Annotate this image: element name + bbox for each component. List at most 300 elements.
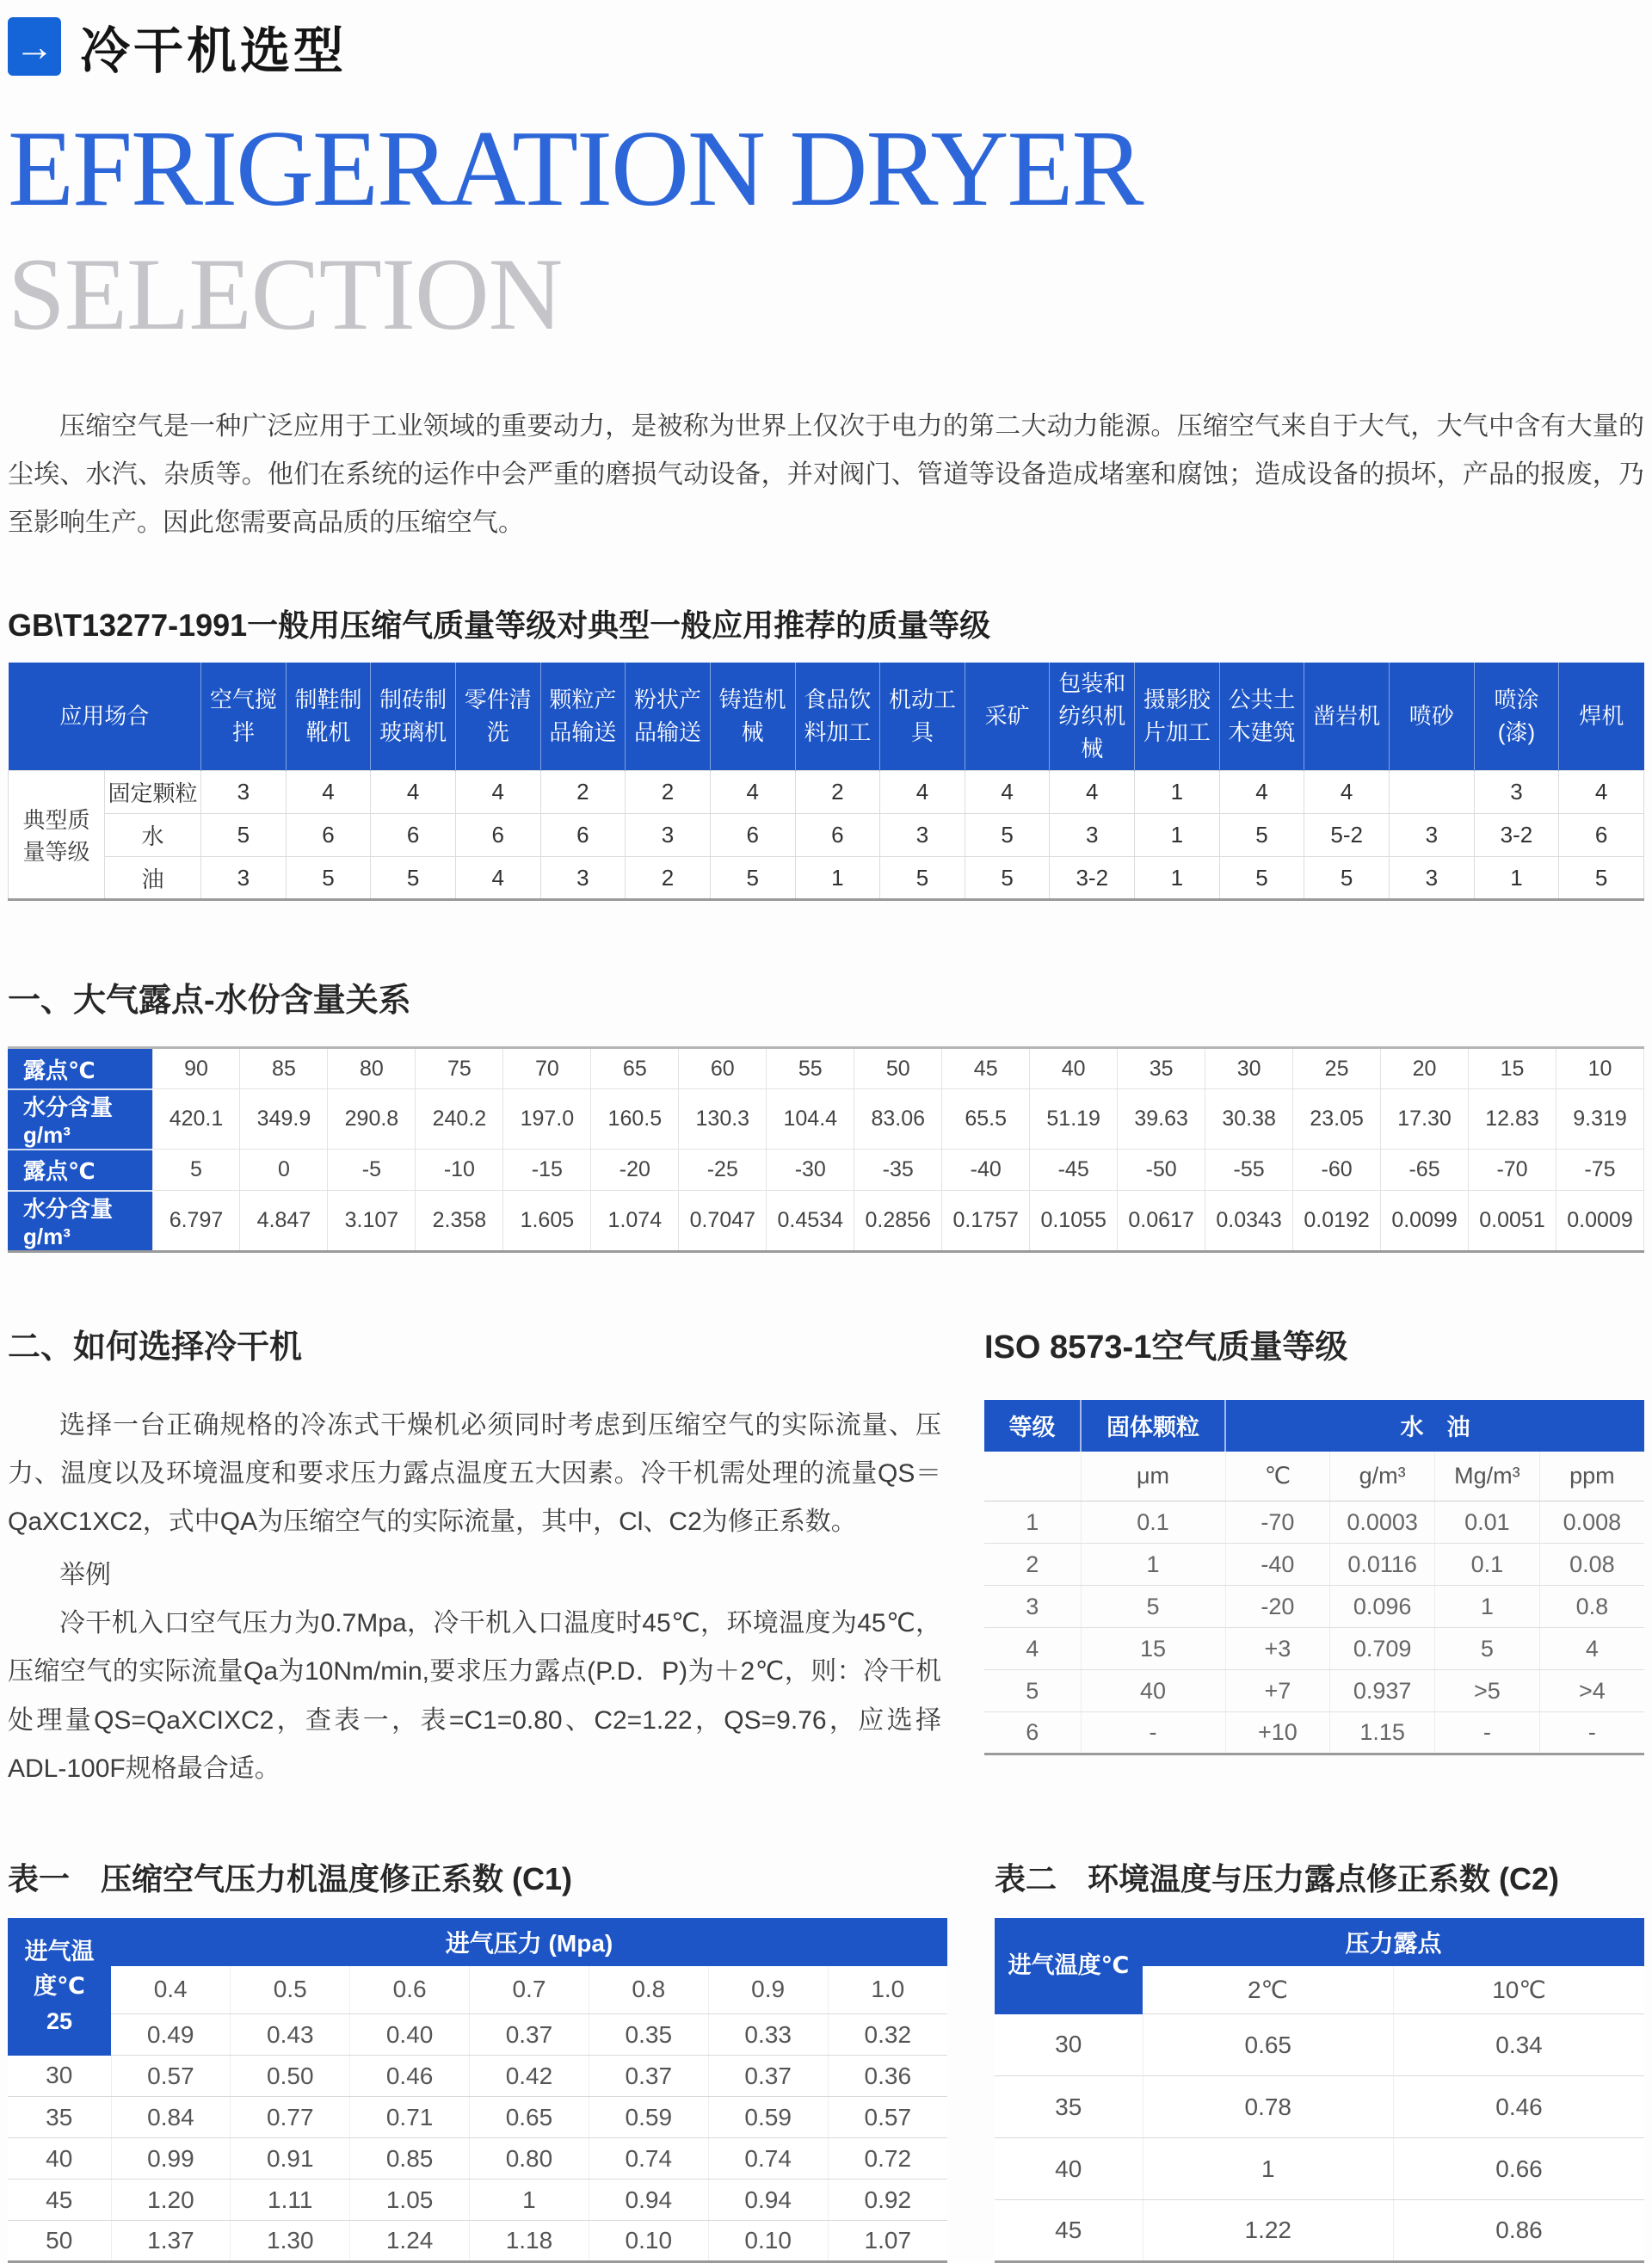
grade-cell: 4 [1559, 771, 1644, 814]
value-cell: -70 [1225, 1501, 1330, 1544]
corner-header: 进气温度℃ [995, 1918, 1143, 2014]
table-header-row [984, 1400, 1644, 1452]
grade-cell: 2 [540, 771, 626, 814]
value-cell: 0.008 [1539, 1501, 1644, 1544]
example-paragraph: 冷干机入口空气压力为0.7Mpa，冷干机入口温度时45℃，环境温度为45℃，压缩空气的实际流量Qa为10Nm/min,要求压力露点(P.D．P)为＋2℃，则：冷干机处理量QS=QaXCIXC2，查表一，表=C1=0.80、C2=1.22，QS=9.76，应选择ADL-100F规格最合适。 [8, 1609, 941, 1783]
temp-cell: 30 [8, 2056, 111, 2097]
table-header-row [995, 1918, 1644, 1966]
temp-cell: 40 [8, 2138, 111, 2180]
value-cell: 0.0192 [1293, 1191, 1381, 1252]
table-row [8, 2097, 947, 2138]
value-cell: 0.1 [1081, 1501, 1225, 1544]
value-cell: 35 [1118, 1048, 1205, 1089]
grade-cell: 4 [965, 771, 1050, 814]
title-en-primary: EFRIGERATION DRYER [8, 109, 1143, 229]
factor-cell: 0.94 [708, 2180, 828, 2221]
iso-table-title: ISO 8573-1空气质量等级 [984, 1329, 1348, 1366]
value-cell: 6 [984, 1712, 1081, 1754]
row-label: 露点℃ [8, 1048, 152, 1089]
page-title: 冷干机选型 [80, 23, 348, 79]
value-cell: 3.107 [328, 1191, 416, 1252]
column-header: 零件清洗 [455, 663, 540, 771]
temp-cell: 40 [995, 2138, 1143, 2200]
temp-cell: 35 [8, 2097, 111, 2138]
value-cell: 10 [1556, 1048, 1644, 1089]
value-cell: 2.358 [416, 1191, 503, 1252]
factor-cell: 0.72 [828, 2138, 947, 2180]
pressure-cell: 0.6 [350, 1966, 470, 2014]
unit-cell: ℃ [1225, 1452, 1330, 1501]
factor-cell: 1.05 [350, 2180, 470, 2221]
grade-cell: 5 [286, 857, 371, 900]
value-cell: 0.1 [1435, 1544, 1540, 1586]
unit-cell: μm [1081, 1452, 1225, 1501]
column-header: 包装和纺织机械 [1050, 663, 1135, 771]
grade-cell: 3 [1474, 771, 1559, 814]
value-cell: 40 [1030, 1048, 1118, 1089]
value-cell: 420.1 [152, 1089, 240, 1150]
pressure-cell: 0.8 [589, 1966, 708, 2014]
value-cell: 1.15 [1330, 1712, 1435, 1754]
temp-cell: 50 [8, 2221, 111, 2262]
table-row [8, 2180, 947, 2221]
factor-cell: 0.66 [1394, 2138, 1645, 2200]
column-header: 摄影胶片加工 [1135, 663, 1220, 771]
unit-cell: Mg/m³ [1435, 1452, 1540, 1501]
value-cell: -40 [1225, 1544, 1330, 1586]
selection-paragraph: 选择一台正确规格的冷冻式干燥机必须同时考虑到压缩空气的实际流量、压力、温度以及环境温度和要求压力露点温度五大因素。冷干机需处理的流量QS＝QaXC1XC2，式中QA为压缩空气的实际流量，其中，Cl、C2为修正系数。 [8, 1410, 941, 1537]
table-row [8, 2056, 947, 2097]
table-row [8, 2014, 947, 2056]
factor-cell: 0.91 [231, 2138, 350, 2180]
row-label: 水 [105, 814, 201, 857]
value-cell: - [1539, 1712, 1644, 1754]
grade-cell: 5 [1219, 814, 1304, 857]
value-cell: -15 [503, 1150, 591, 1191]
value-cell: 5 [1081, 1586, 1225, 1628]
column-group-header: 压力露点 [1143, 1918, 1644, 1966]
c2-section [995, 1855, 1644, 2263]
factor-cell: 0.10 [589, 2221, 708, 2262]
corner-line2: 25 [46, 2007, 73, 2034]
grade-cell: 1 [795, 857, 880, 900]
factor-cell: 0.46 [1394, 2076, 1645, 2138]
c1-correction-table [8, 1918, 947, 2263]
grade-cell: 5 [965, 814, 1050, 857]
table-row [995, 2014, 1644, 2076]
grade-cell: 5 [965, 857, 1050, 900]
value-cell: 15 [1081, 1628, 1225, 1670]
table-row [8, 1191, 1644, 1252]
value-cell: 0.1055 [1030, 1191, 1118, 1252]
column-header: 粉状产品输送 [626, 663, 711, 771]
column-header: 机动工具 [880, 663, 965, 771]
factor-cell: 0.78 [1143, 2076, 1394, 2138]
column-header: 喷涂(漆) [1474, 663, 1559, 771]
grade-cell: 3 [626, 814, 711, 857]
grade-cell: 2 [795, 771, 880, 814]
pressure-cell: 0.4 [111, 1966, 231, 2014]
column-header: 公共土木建筑 [1219, 663, 1304, 771]
dewpoint-cell: 10℃ [1394, 1966, 1645, 2014]
c2-table-title: 表二 环境温度与压力露点修正系数 (C2) [995, 1860, 1559, 1896]
column-header: 空气搅拌 [201, 663, 287, 771]
factor-cell: 1.22 [1143, 2200, 1394, 2262]
column-header: 食品饮料加工 [795, 663, 880, 771]
grade-cell: 3 [1050, 814, 1135, 857]
table-row [9, 771, 1644, 814]
grade-cell: 3 [540, 857, 626, 900]
table-row [9, 814, 1644, 857]
table-row [8, 1089, 1644, 1150]
value-cell: 349.9 [240, 1089, 328, 1150]
value-cell: -20 [1225, 1586, 1330, 1628]
factor-cell: 0.57 [111, 2056, 231, 2097]
value-cell: 3 [984, 1586, 1081, 1628]
table-row [8, 2138, 947, 2180]
grade-cell: 3-2 [1474, 814, 1559, 857]
value-cell: 20 [1381, 1048, 1469, 1089]
value-cell: 1 [1081, 1544, 1225, 1586]
value-cell: 17.30 [1381, 1089, 1469, 1150]
table-row [995, 2200, 1644, 2262]
grade-cell: 3 [201, 857, 287, 900]
value-cell: 0.0617 [1118, 1191, 1205, 1252]
factor-cell: 1.37 [111, 2221, 231, 2262]
table-header-row [9, 663, 1644, 771]
factor-cell: 0.86 [1394, 2200, 1645, 2262]
grade-cell: 6 [1559, 814, 1644, 857]
gb-table-title: GB\T13277-1991一般用压缩气质量等级对典型一般应用推荐的质量等级 [8, 607, 991, 644]
grade-cell: 6 [286, 814, 371, 857]
factor-cell: 0.40 [350, 2014, 470, 2056]
empty-cell [984, 1452, 1081, 1501]
grade-cell: 1 [1135, 857, 1220, 900]
grade-cell: 1 [1474, 857, 1559, 900]
value-cell: 85 [240, 1048, 328, 1089]
grade-cell: 2 [626, 857, 711, 900]
value-cell: 0.0099 [1381, 1191, 1469, 1252]
table-row [8, 1150, 1644, 1191]
grade-cell: 3 [201, 771, 287, 814]
grade-cell: 4 [371, 771, 456, 814]
dew-point-table [8, 1046, 1644, 1253]
value-cell: 12.83 [1469, 1089, 1556, 1150]
factor-cell: 1.18 [470, 2221, 589, 2262]
factor-cell: 0.43 [231, 2014, 350, 2056]
temp-cell: 35 [995, 2076, 1143, 2138]
value-cell: 50 [854, 1048, 942, 1089]
grade-cell: 5-2 [1304, 814, 1390, 857]
table-row [9, 857, 1644, 900]
table-row [8, 2221, 947, 2262]
factor-cell: 0.74 [589, 2138, 708, 2180]
value-cell: 0.0003 [1330, 1501, 1435, 1544]
section-1-title: 一、大气露点-水份含量关系 [8, 983, 411, 1020]
factor-cell: 0.84 [111, 2097, 231, 2138]
value-cell: -75 [1556, 1150, 1644, 1191]
grade-cell: 6 [371, 814, 456, 857]
value-cell: 0.0051 [1469, 1191, 1556, 1252]
column-header: 采矿 [965, 663, 1050, 771]
value-cell: 23.05 [1293, 1089, 1381, 1150]
grade-cell: 5 [201, 814, 287, 857]
page-header [8, 10, 1644, 83]
value-cell: 290.8 [328, 1089, 416, 1150]
pressure-cell: 0.7 [470, 1966, 589, 2014]
factor-cell: 0.74 [708, 2138, 828, 2180]
factor-cell: 0.59 [589, 2097, 708, 2138]
gb-quality-table [8, 663, 1644, 901]
grade-cell: 4 [1050, 771, 1135, 814]
grade-cell: 4 [1219, 771, 1304, 814]
table-row [984, 1501, 1644, 1544]
corner-header: 应用场合 [9, 663, 201, 771]
table-row [984, 1586, 1644, 1628]
grade-cell: 2 [626, 771, 711, 814]
factor-cell: 0.85 [350, 2138, 470, 2180]
value-cell: 65.5 [942, 1089, 1030, 1150]
factor-cell: 0.65 [1143, 2014, 1394, 2076]
factor-cell: 1.30 [231, 2221, 350, 2262]
value-cell: 104.4 [767, 1089, 854, 1150]
value-cell: 4 [1539, 1628, 1644, 1670]
column-header: 铸造机械 [710, 663, 795, 771]
column-header: 喷砂 [1389, 663, 1474, 771]
value-cell: -55 [1205, 1150, 1293, 1191]
value-cell: -5 [328, 1150, 416, 1191]
pressure-header-row [8, 1966, 947, 2014]
factor-cell: 1 [1143, 2138, 1394, 2200]
table-row [995, 2138, 1644, 2200]
value-cell: -65 [1381, 1150, 1469, 1191]
factor-cell: 0.46 [350, 2056, 470, 2097]
table-row [984, 1628, 1644, 1670]
arrow-right-icon: → [8, 17, 61, 76]
column-header: 制鞋制靴机 [286, 663, 371, 771]
factor-cell: 0.80 [470, 2138, 589, 2180]
factor-cell: 0.36 [828, 2056, 947, 2097]
value-cell: 0.937 [1330, 1670, 1435, 1712]
value-cell: -10 [416, 1150, 503, 1191]
value-cell: 0.01 [1435, 1501, 1540, 1544]
value-cell: +7 [1225, 1670, 1330, 1712]
value-cell: +10 [1225, 1712, 1330, 1754]
grade-cell: 4 [710, 771, 795, 814]
value-cell: 5 [152, 1150, 240, 1191]
factor-cell: 0.59 [708, 2097, 828, 2138]
column-group-header: 进气压力 (Mpa) [111, 1918, 947, 1966]
factor-cell: 0.94 [589, 2180, 708, 2221]
value-cell: 0.4534 [767, 1191, 854, 1252]
value-cell: 30 [1205, 1048, 1293, 1089]
row-label: 油 [105, 857, 201, 900]
value-cell: 0.1757 [942, 1191, 1030, 1252]
factor-cell: 0.57 [828, 2097, 947, 2138]
value-cell: >5 [1435, 1670, 1540, 1712]
value-cell: 0 [240, 1150, 328, 1191]
grade-cell: 1 [1135, 771, 1220, 814]
grade-cell: 1 [1135, 814, 1220, 857]
value-cell: 1 [1435, 1586, 1540, 1628]
value-cell: 0.0009 [1556, 1191, 1644, 1252]
row-label: 水分含量g/m³ [8, 1191, 152, 1252]
c1-table-title: 表一 压缩空气压力机温度修正系数 (C1) [8, 1860, 572, 1896]
value-cell: 4.847 [240, 1191, 328, 1252]
pressure-cell: 0.9 [708, 1966, 828, 2014]
value-cell: 25 [1293, 1048, 1381, 1089]
factor-cell: 0.99 [111, 2138, 231, 2180]
grade-cell: 4 [880, 771, 965, 814]
value-cell: 9.319 [1556, 1089, 1644, 1150]
table-row [984, 1670, 1644, 1712]
grade-cell: 3-2 [1050, 857, 1135, 900]
column-header: 焊机 [1559, 663, 1644, 771]
value-cell: -40 [942, 1150, 1030, 1191]
factor-cell: 1.07 [828, 2221, 947, 2262]
dewpoint-cell: 2℃ [1143, 1966, 1394, 2014]
column-header: 凿岩机 [1304, 663, 1390, 771]
factor-cell: 1.24 [350, 2221, 470, 2262]
temp-cell: 30 [995, 2014, 1143, 2076]
value-cell: -30 [767, 1150, 854, 1191]
factor-cell: 0.32 [828, 2014, 947, 2056]
table-row [8, 1048, 1644, 1089]
value-cell: 15 [1469, 1048, 1556, 1089]
value-cell: 0.709 [1330, 1628, 1435, 1670]
table-row [984, 1712, 1644, 1754]
value-cell: 90 [152, 1048, 240, 1089]
factor-cell: 0.34 [1394, 2014, 1645, 2076]
iso-section [984, 1320, 1644, 1793]
factor-cell: 0.37 [470, 2014, 589, 2056]
grade-cell: 4 [455, 771, 540, 814]
value-cell: 45 [942, 1048, 1030, 1089]
value-cell: 0.096 [1330, 1586, 1435, 1628]
factor-cell: 0.10 [708, 2221, 828, 2262]
grade-cell [1389, 771, 1474, 814]
value-cell: 1.605 [503, 1191, 591, 1252]
unit-cell: g/m³ [1330, 1452, 1435, 1501]
value-cell: 240.2 [416, 1089, 503, 1150]
value-cell: 39.63 [1118, 1089, 1205, 1150]
value-cell: 4 [984, 1628, 1081, 1670]
factor-cell: 1.11 [231, 2180, 350, 2221]
column-header: 制砖制玻璃机 [371, 663, 456, 771]
factor-cell: 0.42 [470, 2056, 589, 2097]
value-cell: 130.3 [679, 1089, 767, 1150]
how-to-select-section [8, 1320, 941, 1793]
grade-cell: 5 [1304, 857, 1390, 900]
value-cell: 0.0343 [1205, 1191, 1293, 1252]
factor-cell: 0.65 [470, 2097, 589, 2138]
column-header: 固体颗粒 [1081, 1400, 1225, 1452]
value-cell: >4 [1539, 1670, 1644, 1712]
grade-cell: 3 [1389, 814, 1474, 857]
pressure-cell: 0.5 [231, 1966, 350, 2014]
column-header: 水 油 [1225, 1400, 1644, 1452]
value-cell: -45 [1030, 1150, 1118, 1191]
unit-cell: ppm [1539, 1452, 1644, 1501]
table-row [984, 1544, 1644, 1586]
iso-air-quality-table [984, 1400, 1644, 1756]
grade-cell: 5 [710, 857, 795, 900]
value-cell: 2 [984, 1544, 1081, 1586]
corner-line1: 进气温度℃ [24, 1938, 95, 2000]
value-cell: 55 [767, 1048, 854, 1089]
row-label: 露点℃ [8, 1150, 152, 1191]
value-cell: 51.19 [1030, 1089, 1118, 1150]
value-cell: 1.074 [591, 1191, 679, 1252]
grade-cell: 3 [880, 814, 965, 857]
factor-cell: 1.20 [111, 2180, 231, 2221]
grade-cell: 6 [455, 814, 540, 857]
row-group-label: 典型质量等级 [9, 771, 105, 900]
value-cell: -35 [854, 1150, 942, 1191]
grade-cell: 6 [540, 814, 626, 857]
factor-cell: 0.49 [111, 2014, 231, 2056]
pressure-cell: 1.0 [828, 1966, 947, 2014]
value-cell: 5 [1435, 1628, 1540, 1670]
factor-cell: 1 [470, 2180, 589, 2221]
grade-cell: 5 [1559, 857, 1644, 900]
factor-cell: 0.77 [231, 2097, 350, 2138]
example-label: 举例 [59, 1561, 111, 1590]
value-cell: 60 [679, 1048, 767, 1089]
grade-cell: 6 [795, 814, 880, 857]
value-cell: 160.5 [591, 1089, 679, 1150]
value-cell: -25 [679, 1150, 767, 1191]
grade-cell: 5 [371, 857, 456, 900]
value-cell: +3 [1225, 1628, 1330, 1670]
value-cell: 6.797 [152, 1191, 240, 1252]
value-cell: 197.0 [503, 1089, 591, 1150]
value-cell: -70 [1469, 1150, 1556, 1191]
column-header: 颗粒产品输送 [540, 663, 626, 771]
value-cell: -20 [591, 1150, 679, 1191]
value-cell: 75 [416, 1048, 503, 1089]
value-cell: -60 [1293, 1150, 1381, 1191]
grade-cell: 6 [710, 814, 795, 857]
row-label: 水分含量g/m³ [8, 1089, 152, 1150]
table-header-row [8, 1918, 947, 1966]
value-cell: 1 [984, 1501, 1081, 1544]
row-label: 固定颗粒 [105, 771, 201, 814]
grade-cell: 3 [1389, 857, 1474, 900]
value-cell: - [1435, 1712, 1540, 1754]
units-row [984, 1452, 1644, 1501]
value-cell: 65 [591, 1048, 679, 1089]
value-cell: 70 [503, 1048, 591, 1089]
table-row [995, 2076, 1644, 2138]
factor-cell: 0.71 [350, 2097, 470, 2138]
grade-cell: 4 [455, 857, 540, 900]
factor-cell: 0.50 [231, 2056, 350, 2097]
grade-cell: 5 [880, 857, 965, 900]
factor-cell: 0.37 [708, 2056, 828, 2097]
value-cell: 0.0116 [1330, 1544, 1435, 1586]
section-2-title: 二、如何选择冷干机 [8, 1329, 303, 1366]
factor-cell: 0.35 [589, 2014, 708, 2056]
value-cell: 80 [328, 1048, 416, 1089]
intro-paragraph: 压缩空气是一种广泛应用于工业领域的重要动力，是被称为世界上仅次于电力的第二大动力能源。压缩空气来自于大气，大气中含有大量的尘埃、水汽、杂质等。他们在系统的运作中会严重的磨损气动设备，并对阀门、管道等设备造成堵塞和腐蚀；造成设备的损坏，产品的报废，乃至影响生产。因此您需要高品质的压缩空气。 [8, 412, 1644, 537]
factor-cell: 0.33 [708, 2014, 828, 2056]
value-cell: 5 [984, 1670, 1081, 1712]
value-cell: 0.7047 [679, 1191, 767, 1252]
value-cell: -50 [1118, 1150, 1205, 1191]
value-cell: 0.2856 [854, 1191, 942, 1252]
title-en-secondary: SELECTION [8, 237, 563, 351]
